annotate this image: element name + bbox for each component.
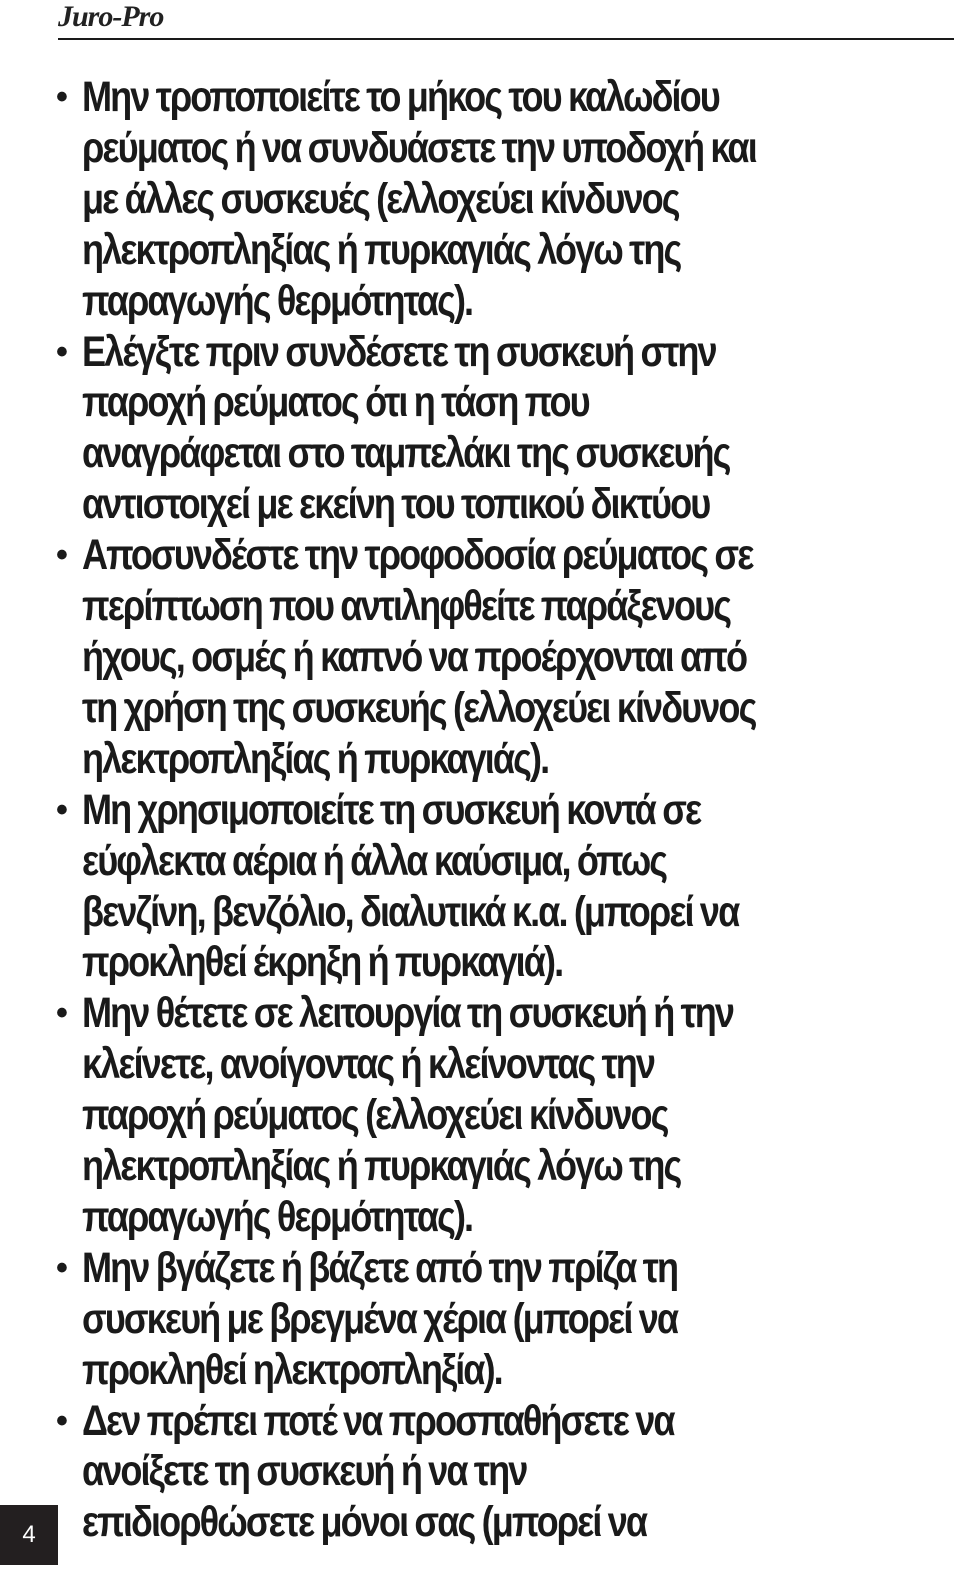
list-item-text: Μην θέτετε σε λειτουργία τη συσκευή ή την κλείνετε, ανοίγοντας ή κλείνοντας την παροχή ρεύματος (ελλοχεύει κίνδυνος ηλεκτροπληξίας ή πυρκαγιάς λόγω της παραγωγής θερμότητας). bbox=[82, 989, 734, 1241]
bullet-icon: • bbox=[56, 332, 68, 371]
brand-logo: Juro-Pro bbox=[58, 0, 164, 33]
list-item bbox=[52, 327, 947, 531]
list-item bbox=[52, 1243, 947, 1396]
bullet-icon: • bbox=[56, 536, 68, 575]
bullet-icon: • bbox=[56, 994, 68, 1033]
bullet-icon: • bbox=[56, 1248, 68, 1287]
safety-instructions-list bbox=[52, 72, 947, 1548]
bullet-icon: • bbox=[56, 790, 68, 829]
list-item bbox=[52, 1396, 947, 1549]
list-item-text: Μην βγάζετε ή βάζετε από την πρίζα τη συσκευή με βρεγμένα χέρια (μπορεί να προκληθεί ηλεκτροπληξία). bbox=[82, 1243, 678, 1394]
bullet-icon: • bbox=[56, 1401, 68, 1440]
header-divider bbox=[58, 38, 954, 40]
list-item-text: Δεν πρέπει ποτέ να προσπαθήσετε να ανοίξετε τη συσκευή ή να την επιδιορθώσετε μόνοι σας (μπορεί να bbox=[82, 1396, 674, 1547]
list-item bbox=[52, 530, 947, 785]
list-item-text: Αποσυνδέστε την τροφοδοσία ρεύματος σε περίπτωση που αντιληφθείτε παράξενους ήχους, οσμές ή καπνό να προέρχονται από τη χρήση της συσκευής (ελλοχεύει κίνδυνος ηλεκτροπληξίας ή πυρκαγιάς). bbox=[82, 531, 756, 783]
list-item bbox=[52, 72, 947, 327]
list-item-text: Μην τροποποιείτε το μήκος του καλωδίου ρεύματος ή να συνδυάσετε την υποδοχή και με άλλες συσκευές (ελλοχεύει κίνδυνος ηλεκτροπληξίας ή πυρκαγιάς λόγω της παραγωγής θερμότητας). bbox=[82, 73, 756, 325]
page-number: 4 bbox=[0, 1505, 58, 1565]
list-item bbox=[52, 785, 947, 989]
bullet-icon: • bbox=[56, 78, 68, 116]
list-item bbox=[52, 988, 947, 1243]
list-item-text: Ελέγξτε πριν συνδέσετε τη συσκευή στην παροχή ρεύματος ότι η τάση που αναγράφεται στο ταμπελάκι της συσκευής αντιστοιχεί με εκείνη του τοπικού δικτύου bbox=[82, 327, 730, 529]
list-item-text: Μη χρησιμοποιείτε τη συσκευή κοντά σε εύφλεκτα αέρια ή άλλα καύσιμα, όπως βενζίνη, βενζόλιο, διαλυτικά κ.α. (μπορεί να προκληθεί έκρηξη ή πυρκαγιά). bbox=[82, 785, 739, 987]
